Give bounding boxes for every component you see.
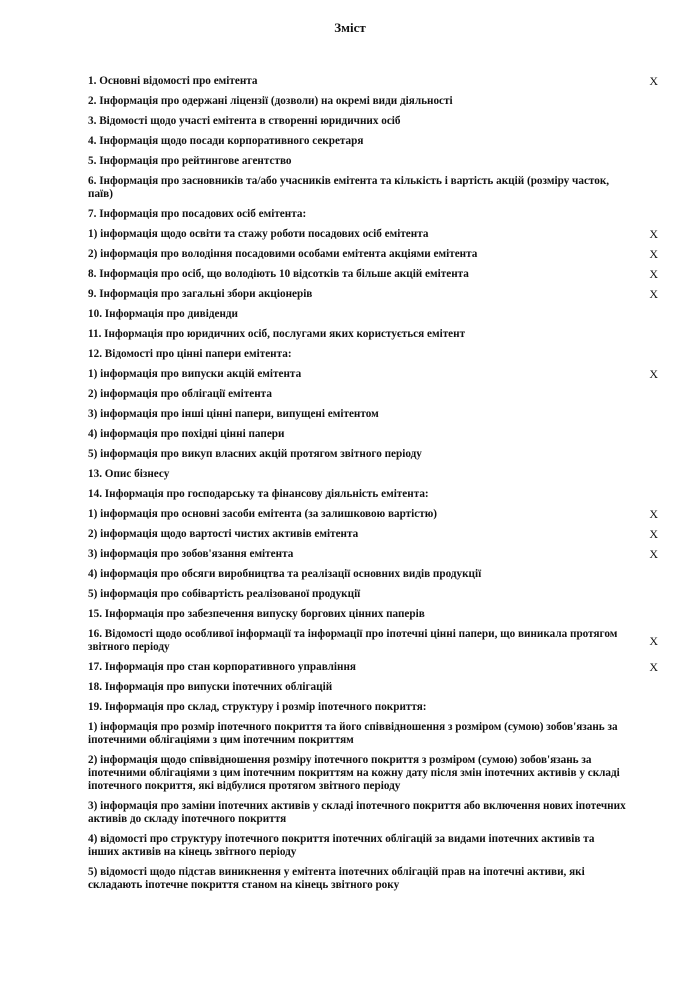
toc-row (88, 627, 658, 655)
toc-row (88, 74, 658, 89)
toc-item-mark: X (649, 287, 658, 301)
toc-item-text: 14. Інформація про господарську та фінансову діяльність емітента: (88, 488, 429, 500)
toc-row (88, 207, 658, 222)
toc-row (88, 467, 658, 482)
toc-row (88, 799, 658, 827)
toc-row (88, 367, 658, 382)
toc-item-text: 4) інформація про обсяги виробництва та реалізації основних видів продукції (88, 568, 482, 580)
toc-row (88, 427, 658, 442)
toc-row (88, 287, 658, 302)
toc-item-text: 1) інформація про випуски акцій емітента (88, 368, 302, 380)
toc-row (88, 753, 658, 794)
toc-item-text: 4) відомості про структуру іпотечного покриття іпотечних облігацій за видами іпотечних активів та інших активів на кінець звітного періоду (88, 833, 595, 858)
toc-row (88, 154, 658, 169)
toc-row (88, 134, 658, 149)
toc-item-mark: X (649, 367, 658, 381)
toc-item-text: 15. Інформація про забезпечення випуску боргових цінних паперів (88, 608, 425, 620)
toc-item-text: 8. Інформація про осіб, що володіють 10 відсотків та більше акцій емітента (88, 268, 469, 280)
toc-item-text: 1) інформація про основні засоби емітента (за залишковою вартістю) (88, 508, 438, 520)
toc-row (88, 607, 658, 622)
toc-item-text: 16. Відомості щодо особливої інформації та інформації про іпотечні цінні папери, що виникала протягом звітного періоду (88, 628, 618, 653)
toc-row (88, 174, 658, 202)
toc-item-text: 3) інформація про зобов'язання емітента (88, 548, 294, 560)
toc-item-mark: X (649, 547, 658, 561)
toc-item-mark: X (649, 247, 658, 261)
toc-row (88, 832, 658, 860)
toc-item-text: 3) інформація про інші цінні папери, випущені емітентом (88, 408, 379, 420)
toc-item-text: 5) інформація про викуп власних акцій протягом звітного періоду (88, 448, 422, 460)
toc-item-mark: X (649, 74, 658, 88)
toc-item-text: 9. Інформація про загальні збори акціонерів (88, 288, 313, 300)
toc-item-text: 1. Основні відомості про емітента (88, 75, 258, 87)
toc-item-mark: X (649, 527, 658, 541)
toc-item-mark: X (649, 267, 658, 281)
toc-item-text: 10. Інформація про дивіденди (88, 308, 238, 320)
toc-item-text: 19. Інформація про склад, структуру і розмір іпотечного покриття: (88, 701, 427, 713)
toc-row (88, 660, 658, 675)
toc-item-text: 13. Опис бізнесу (88, 468, 170, 480)
toc-item-text: 2) інформація щодо співвідношення розміру іпотечного покриття з розміром (сумою) зобов'язань за іпотечними облігаціями з цим іпотечним покриттям на кожну дату після змін іпотечних активів у складі іпотечного покриття, які відбулися протягом звітного періоду (88, 754, 620, 792)
table-of-contents (88, 74, 658, 898)
toc-item-text: 18. Інформація про випуски іпотечних облігацій (88, 681, 333, 693)
toc-item-text: 11. Інформація про юридичних осіб, послугами яких користується емітент (88, 328, 466, 340)
toc-item-mark: X (649, 660, 658, 674)
toc-row (88, 507, 658, 522)
toc-item-text: 3. Відомості щодо участі емітента в створенні юридичних осіб (88, 115, 401, 127)
toc-item-text: 4. Інформація щодо посади корпоративного секретаря (88, 135, 364, 147)
toc-item-text: 2) інформація про облігації емітента (88, 388, 272, 400)
toc-item-text: 6. Інформація про засновників та/або учасників емітента та кількість і вартість акцій (розміру часток, паїв) (88, 175, 610, 200)
toc-item-text: 5. Інформація про рейтингове агентство (88, 155, 292, 167)
toc-row (88, 720, 658, 748)
toc-item-mark: X (649, 507, 658, 521)
toc-item-mark: X (649, 633, 658, 648)
toc-item-text: 2) інформація про володіння посадовими особами емітента акціями емітента (88, 248, 478, 260)
page-title: Зміст (334, 20, 366, 35)
toc-row (88, 447, 658, 462)
toc-row (88, 387, 658, 402)
toc-item-text: 17. Інформація про стан корпоративного управління (88, 661, 356, 673)
toc-row (88, 527, 658, 542)
toc-row (88, 487, 658, 502)
toc-row (88, 347, 658, 362)
toc-row (88, 327, 658, 342)
toc-item-text: 4) інформація про похідні цінні папери (88, 428, 285, 440)
toc-item-text: 7. Інформація про посадових осіб емітента: (88, 208, 307, 220)
toc-row (88, 267, 658, 282)
toc-item-text: 1) інформація щодо освіти та стажу роботи посадових осіб емітента (88, 228, 429, 240)
toc-item-text: 2. Інформація про одержані ліцензії (дозволи) на окремі види діяльності (88, 95, 453, 107)
toc-row (88, 587, 658, 602)
toc-row (88, 700, 658, 715)
toc-row (88, 680, 658, 695)
toc-item-text: 12. Відомості про цінні папери емітента: (88, 348, 292, 360)
toc-item-mark: X (649, 227, 658, 241)
toc-item-text: 2) інформація щодо вартості чистих активів емітента (88, 528, 359, 540)
toc-item-text: 3) інформація про заміни іпотечних активів у складі іпотечного покриття або включення нових іпотечних активів до складу іпотечного покриття (88, 800, 626, 825)
toc-item-text: 5) інформація про собівартість реалізованої продукції (88, 588, 361, 600)
toc-row (88, 547, 658, 562)
toc-row (88, 114, 658, 129)
toc-item-text: 1) інформація про розмір іпотечного покриття та його співвідношення з розміром (сумою) зобов'язань за іпотечними облігаціями з цим іпотечним покриттям (88, 721, 618, 746)
toc-row (88, 407, 658, 422)
toc-row (88, 227, 658, 242)
toc-row (88, 247, 658, 262)
toc-row (88, 94, 658, 109)
toc-item-text: 5) відомості щодо підстав виникнення у емітента іпотечних облігацій прав на іпотечні активи, які складають іпотечне покриття станом на кінець звітного року (88, 866, 585, 891)
toc-row (88, 307, 658, 322)
toc-row (88, 865, 658, 893)
toc-row (88, 567, 658, 582)
